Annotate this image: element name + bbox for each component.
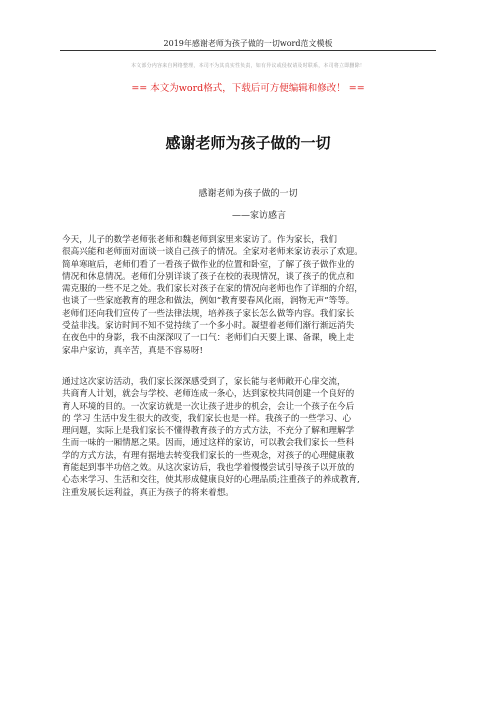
paragraph-line: 需克服的一些不足之处。我们家长对孩子在家的情况向老师也作了详细的介绍， [62, 284, 363, 295]
paragraph-line: 学的方式方法，有理有据地去转变我们家长的一些观念，对孩子的心理健康教 [62, 450, 355, 461]
paragraph-line: 生而一味的一厢情愿之果。因而，通过这样的家访，可以教会我们家长一些科 [62, 438, 355, 449]
paragraph-line: 受益非浅。家访时间不知不觉持续了一个多小时。凝望着老师们渐行渐远消失 [62, 321, 355, 332]
paragraph-line: 家串户家访，真辛苦，真是不容易呀! [62, 345, 203, 356]
document-subtitle: 感谢老师为孩子做的一切 [198, 189, 298, 199]
paragraph-2 [62, 376, 434, 499]
disclaimer-text: 本文部分内容来自网络整理，本司不为其真实性负责，如有异议或侵权请及时联系，本司将立即删除！ [130, 63, 365, 69]
paragraph-line: 理问题，实际上是我们家长不懂得教育孩子的方式方法，不充分了解和理解学 [62, 426, 355, 437]
paragraph-line: 育能起到事半功倍之效。从这次家访后，我也学着慢慢尝试引导孩子以开放的 [62, 463, 355, 474]
paragraph-line: 心态来学习、生活和交往，使其形成健康良好的心理品质;注重孩子的养成教育, [62, 475, 360, 486]
paragraph-line: 今天，儿子的数学老师张老师和魏老师到家里来家访了。作为家长，我们 [62, 235, 338, 245]
paragraph-line: 很高兴能和老师面对面谈一谈自己孩子的情况。全家对老师来家访表示了欢迎。 [62, 247, 363, 258]
header-title: 2019年感谢老师为孩子做的一切word范文模板 [163, 39, 333, 48]
paragraph-line: 共商育人计划，就会与学校、老师连成一条心，达到家校共同创建一个良好的 [62, 389, 355, 400]
paragraph-line: 通过这次家访活动，我们家长深深感受到了，家长能与老师敞开心扉交流， [62, 377, 346, 387]
paragraph-line: 也谈了一些家庭教育的理念和做法，例如“教育要春风化雨，润物无声”等等。 [62, 296, 355, 307]
format-notice: == 本文为word格式，下载后可方便编辑和修改！ == [131, 83, 365, 94]
paragraph-line: 在夜色中的身影，我不由深深叹了一口气：老师们白天要上课、备课，晚上走 [62, 333, 355, 344]
paragraph-line: 老师们还向我们宣传了一些法律法规，培养孩子家长怎么做等内容。我们家长 [62, 308, 355, 319]
header-divider [60, 50, 436, 51]
paragraph-1 [62, 234, 434, 357]
paragraph-line: 注重发展长远利益，真正为孩子的将来着想。 [62, 487, 234, 498]
paragraph-line: 简单寒暄后，老师们看了一看孩子做作业的位置和卧室，了解了孩子做作业的 [62, 259, 355, 270]
paragraph-line: 的 学习 生活中发生很大的改变，我们家长也是一样。我孩子的一些学习、心 [62, 413, 352, 424]
document-title: 感谢老师为孩子做的一切 [165, 134, 331, 152]
paragraph-line: 情况和休息情况。老师们分别详谈了孩子在校的表现情况，谈了孩子的优点和 [62, 271, 355, 282]
document-byline: ——家访感言 [232, 211, 287, 221]
paragraph-line: 育人环境的目的。一次家访就是一次让孩子进步的机会，会让一个孩子在今后 [62, 401, 355, 412]
